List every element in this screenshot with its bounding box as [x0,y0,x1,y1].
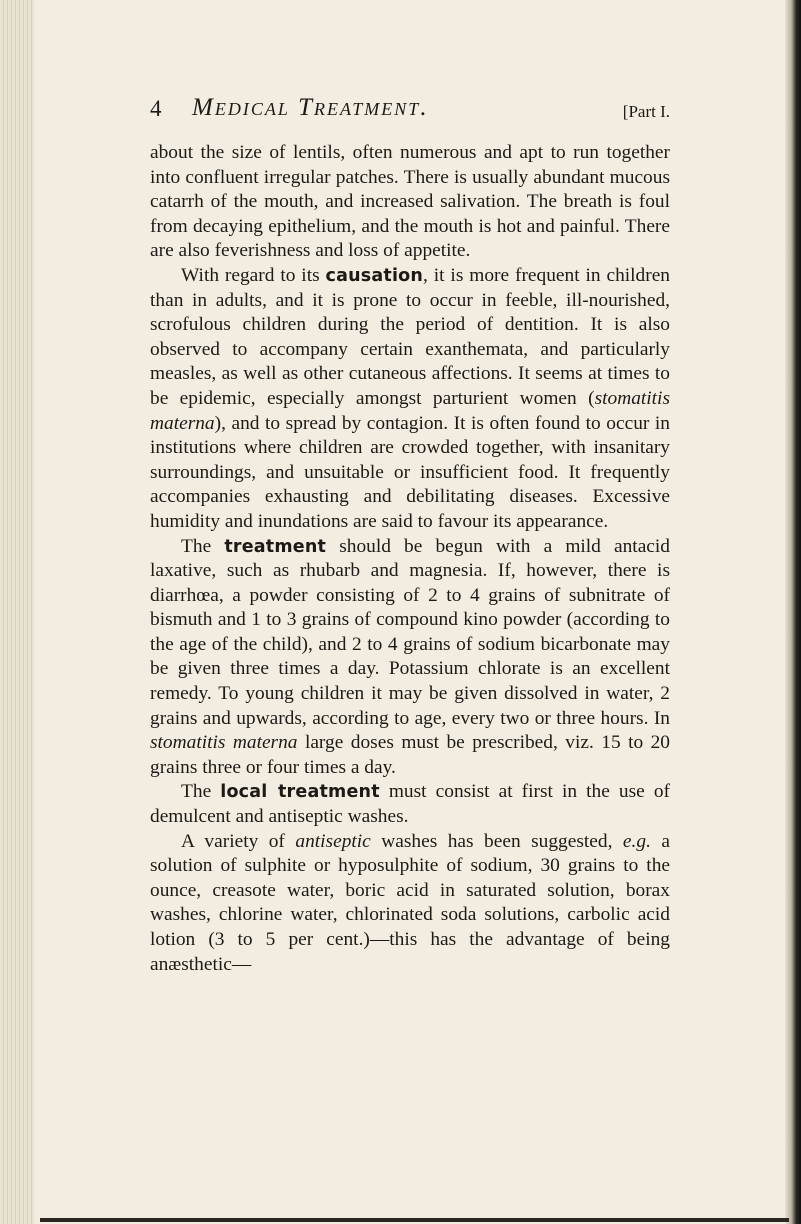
paragraph-local-treatment: The local treatment must consist at first in the use of demulcent and antiseptic washes. [150,781,670,828]
part-label: [Part I. [622,102,670,121]
running-title: Medical Treatment. [192,94,429,121]
term-stomatitis-materna: stomatitis materna [150,732,298,754]
paragraph-symptoms: about the size of lentils, often numerous and apt to run together into confluent irregular patches. There is usually abundant mucous catarrh of the mouth, and increased salivation. The breath is foul from decaying epithelium, and the mouth is hot and painful. There are also feverishness and loss of appetite. [150,142,670,262]
paragraph-causation: With regard to its causation, it is more frequent in children than in adults, and it is prone to occur in feeble, ill-nourished, scrofulous children during the period of dentition. It is also observed to accompany certain exanthemata, and particularly measles, as well as other cutaneous affections. It seems at times to be epidemic, especially amongst parturient women (stomatitis materna), and to spread by contagion. It is often found to occur in institutions where children are crowded together, with insanitary surroundings, and unsuitable or insufficient food. It frequently accompanies exhausting and debilitating diseases. Excessive humidity and inundations are said to favour its appearance. [150,264,670,532]
page-edge-right [785,0,801,1224]
term-antiseptic: antiseptic [295,830,371,852]
page-edge-left [0,0,34,1224]
heading-local-treatment: local treatment [220,782,380,803]
paragraph-treatment: The treatment should be begun with a mild antacid laxative, such as rhubarb and magnesia. If, however, there is diarrhœa, a powder consisting of 2 to 4 grains of subnitrate of bismuth and 1 to 3 grains of compound kino powder (according to the age of the child), and 2 to 4 grains of sodium bicarbonate may be given three times a day. Potassium chlorate is an excellent remedy. To young children it may be given dissolved in water, 2 grains and upwards, according to age, every two or three hours. In stomatitis materna large doses must be prescribed, viz. 15 to 20 grains three or four times a day. [150,535,670,778]
body-text [150,141,670,977]
page-number: 4 [150,96,162,121]
heading-causation: causation [325,265,424,286]
heading-treatment: treatment [224,536,327,557]
paragraph-antiseptic-washes: A variety of antiseptic washes has been suggested, e.g. a solution of sulphite or hyposulphite of sodium, 30 grains to the ounce, creasote water, boric acid in saturated solution, borax washes, chlorine water, chlorinated soda solutions, carbolic acid lotion (3 to 5 per cent.)—this has the advantage of being anæsthetic— [150,830,670,975]
running-header [150,94,670,124]
term-stomatitis-materna: stomatitis materna [150,387,670,434]
bottom-rule [40,1218,789,1222]
term-eg: e.g. [622,830,651,852]
